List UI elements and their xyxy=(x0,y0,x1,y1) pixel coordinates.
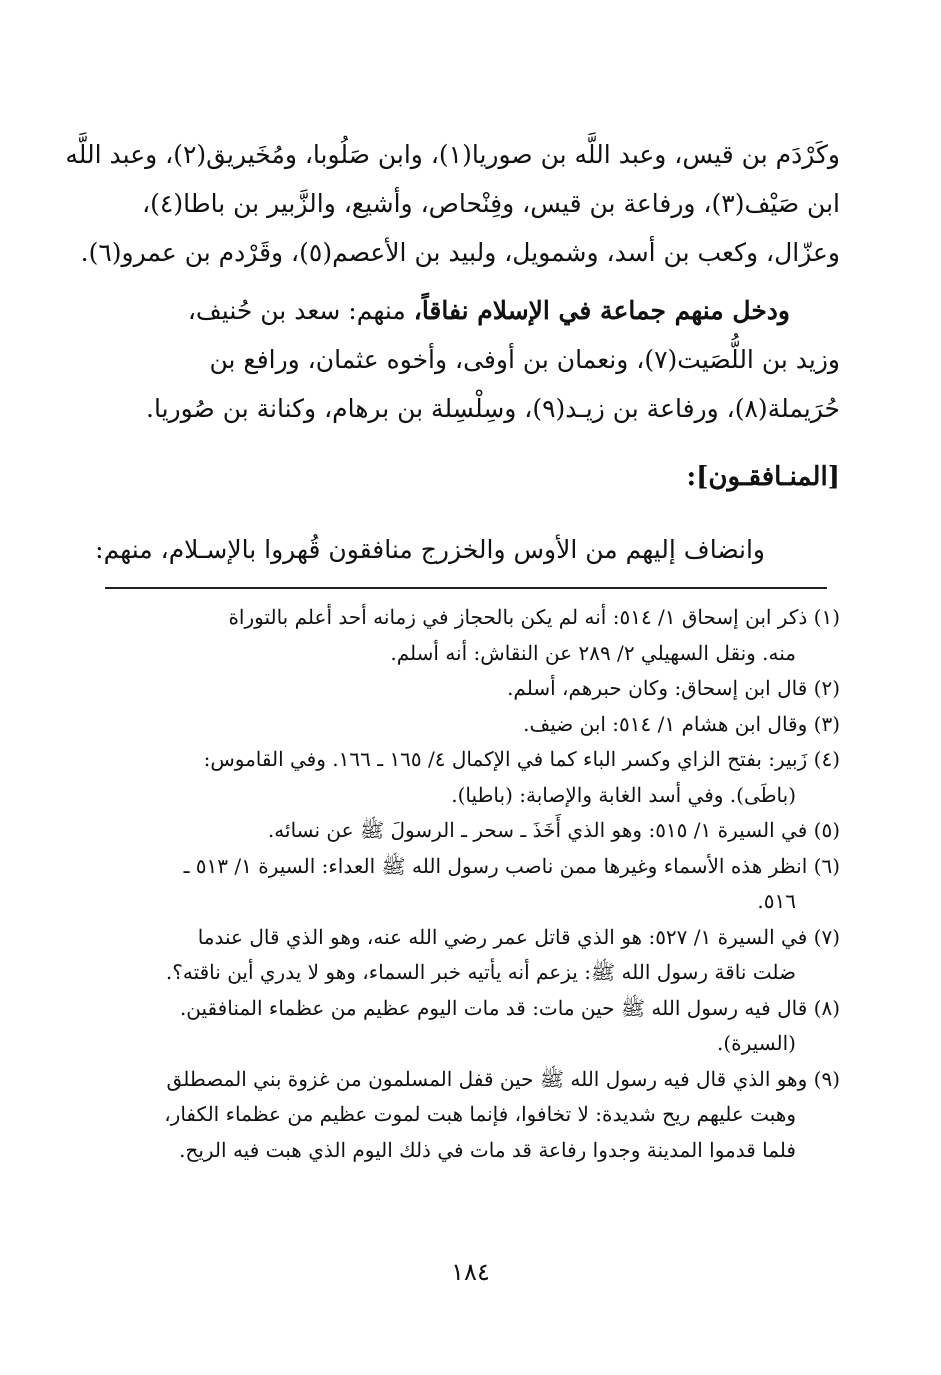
text-line: حُرَيملة(٨)، ورفاعة بن زيـد(٩)، وسِلْسِلة بن برهام، وكنانة بن صُوريا. xyxy=(146,394,840,423)
footnote-line: (١) ذكر ابن إسحاق ١/ ٥١٤: أنه لم يكن بالحجاز في زمانه أحد أعلم بالتوراة xyxy=(228,605,840,629)
bold-lead-text: ودخل منهم جماعة في الإسلام نفاقاً، xyxy=(413,296,790,325)
footnote-line: (٦) انظر هذه الأسماء وغيرها ممن ناصب رسول الله ﷺ العداء: السيرة ١/ ٥١٣ ـ xyxy=(183,853,840,878)
footnote-line: (٤) زَبير: بفتح الزاي وكسر الباء كما في الإكمال ٤/ ١٦٥ ـ ١٦٦. وفي القاموس: xyxy=(203,747,840,771)
footnote-9 xyxy=(105,1062,840,1169)
footnote-line: وهبت عليهم ريح شديدة: لا تخافوا، فإنما هبت لموت عظيم من عظماء الكفار، xyxy=(164,1102,796,1126)
footnote-line: منه. ونقل السهيلي ٢/ ٢٨٩ عن النقاش: أنه أسلم. xyxy=(390,640,796,665)
text-line: وكَرْدَم بن قيس، وعبد اللَّه بن صوريا(١)، وابن صَلُوبا، ومُخَيريق(٢)، وعبد اللَّه xyxy=(65,140,840,169)
footnote-4 xyxy=(105,742,840,813)
text-line: ابن صَيْف(٣)، ورفاعة بن قيس، وفِنْحاص، وأشيع، والزَّبير بن باطا(٤)، xyxy=(142,189,840,218)
footnote-6 xyxy=(105,849,840,920)
text-line: وزيد بن اللُّصَيت(٧)، ونعمان بن أوفى، وأخوه عثمان، ورافع بن xyxy=(209,345,840,374)
footnote-7 xyxy=(105,920,840,991)
footnote-8 xyxy=(105,991,840,1062)
footnote-5 xyxy=(105,813,840,849)
footnote-line: (٩) وهو الذي قال فيه رسول الله ﷺ حين قفل المسلمون من غزوة بني المصطلق xyxy=(166,1066,840,1091)
footnote-line: (السيرة). xyxy=(716,1031,796,1055)
footnote-1 xyxy=(105,600,840,671)
text-span: منهم: سعد بن حُنيف، xyxy=(187,296,414,325)
footnote-line: (٧) في السيرة ١/ ٥٢٧: هو الذي قاتل عمر رضي الله عنه، وهو الذي قال عندما xyxy=(197,924,840,949)
footnote-line: (باطَى). وفي أسد الغابة والإصابة: (باطيا). xyxy=(451,782,796,807)
footnote-line: (٣) وقال ابن هشام ١/ ٥١٤: ابن ضيف. xyxy=(523,711,840,736)
paragraph-jews-names xyxy=(65,130,840,277)
intro-line: وانضاف إليهم من الأوس والخزرج منافقون قُهروا بالإسـلام، منهم: xyxy=(95,535,765,564)
footnote-line: (٢) قال ابن إسحاق: وكان حبرهم، أسلم. xyxy=(507,676,840,700)
footnote-line: (٥) في السيرة ١/ ٥١٥: وهو الذي أَخَذَ ـ سحر ـ الرسولَ ﷺ عن نسائه. xyxy=(267,818,840,842)
text-line: وعزّال، وكعب بن أسد، وشمويل، ولبيد بن الأعصم(٥)، وقَرْدم بن عمرو(٦). xyxy=(80,238,840,267)
footnote-line: ضلت ناقة رسول الله ﷺ: يزعم أنه يأتيه خبر السماء، وهو لا يدري أين ناقته؟. xyxy=(165,960,796,984)
footnotes xyxy=(105,600,840,1168)
footnote-3 xyxy=(105,707,840,743)
footnote-line: ٥١٦. xyxy=(757,889,796,913)
page-number: ١٨٤ xyxy=(451,1258,490,1286)
footnote-line: فلما قدموا المدينة وجدوا رفاعة قد مات في ذلك اليوم الذي هبت فيه الريح. xyxy=(179,1137,796,1162)
footnote-line: (٨) قال فيه رسول الله ﷺ حين مات: قد مات اليوم عظيم من عظماء المنافقين. xyxy=(179,995,840,1020)
footnote-divider xyxy=(105,587,827,589)
section-heading: [المنـافقـون]: xyxy=(686,462,840,492)
paragraph-hypocrite-converts xyxy=(105,286,840,433)
footnote-2 xyxy=(105,671,840,707)
text-line xyxy=(105,286,840,335)
